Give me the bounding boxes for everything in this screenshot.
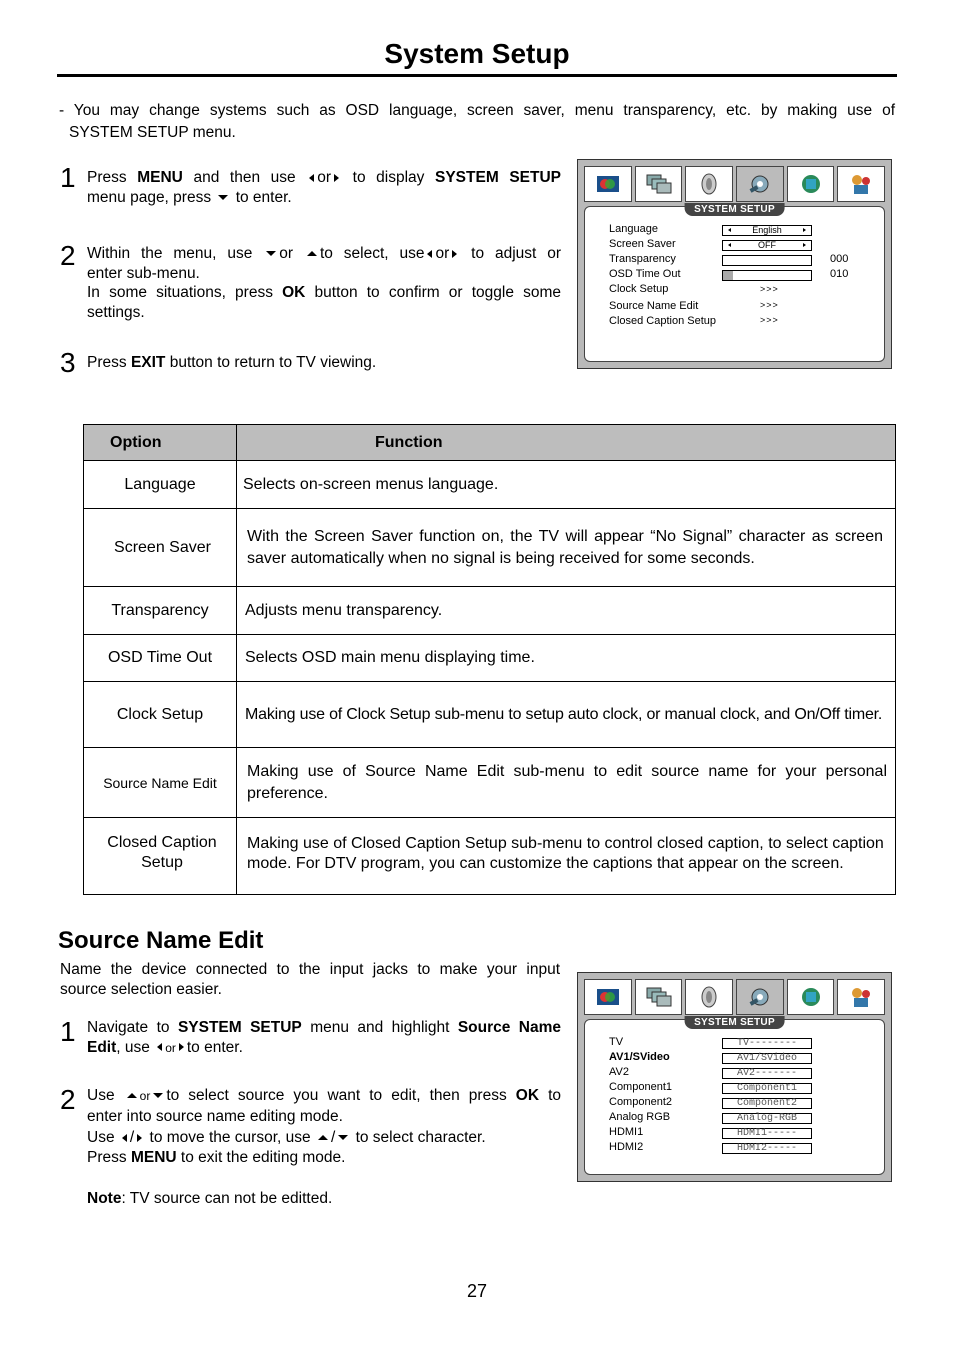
right-arrow-icon: [334, 174, 339, 182]
source-step-1-number: 1: [60, 1016, 76, 1047]
step-text: Press: [87, 354, 127, 371]
step-text: menu and highlight: [310, 1019, 450, 1036]
option-cell: OSD Time Out: [84, 635, 237, 682]
source-name-field[interactable]: Analog-RGB: [722, 1113, 812, 1124]
table-row: [84, 509, 896, 587]
osd-menu-panel: [584, 1019, 885, 1175]
source-label[interactable]: TV: [609, 1036, 624, 1048]
note-text: : TV source can not be editted.: [121, 1190, 333, 1207]
function-cell: Selects on-screen menus language.: [237, 461, 896, 509]
step-text: or: [139, 1089, 151, 1103]
osd-menu-panel: [584, 206, 885, 362]
screen-saver-value: OFF: [758, 240, 776, 250]
system-setup-icon: [736, 166, 784, 202]
system-setup-osd: [577, 159, 892, 369]
step-text: to select character.: [355, 1129, 486, 1146]
down-arrow-icon: [218, 195, 228, 200]
table-row: [84, 682, 896, 748]
table-row: [84, 461, 896, 509]
osd-menu-icons: [584, 166, 885, 202]
right-arrow-icon: [803, 228, 806, 232]
osd-row-label[interactable]: Language: [609, 223, 658, 235]
source-name-field[interactable]: HDMI1-----: [722, 1128, 812, 1139]
source-label[interactable]: Analog RGB: [609, 1111, 671, 1123]
step-text: /: [129, 1129, 135, 1146]
channel-icon: [787, 979, 835, 1015]
function-cell: With the Screen Saver function on, the TV will appear “No Signal” character as screen saver automatically when no signal is being received for some seconds.: [237, 509, 896, 587]
right-arrow-icon: [803, 243, 806, 247]
step-text: button to return to TV viewing.: [169, 354, 377, 371]
right-arrow-icon: [137, 1134, 142, 1142]
function-header: Function: [237, 425, 896, 461]
ok-key: OK: [515, 1087, 540, 1104]
step-text: Press: [87, 169, 127, 186]
options-table: [83, 424, 896, 895]
step-text: to select source you want to edit, then press: [166, 1087, 507, 1104]
picture-icon: [584, 979, 632, 1015]
osd-timeout-slider[interactable]: [722, 270, 812, 281]
step-text: to enter.: [186, 1038, 243, 1056]
osd-row-label[interactable]: Screen Saver: [609, 238, 676, 250]
option-cell: Source Name Edit: [84, 748, 237, 818]
step-text: or: [317, 169, 332, 186]
step-1-number: 1: [60, 162, 76, 193]
source-name-label: Source Name: [457, 1019, 561, 1036]
step-2-text: [87, 244, 561, 322]
source-label[interactable]: Component1: [609, 1081, 672, 1093]
table-row: [84, 587, 896, 635]
submenu-arrows: >>>: [760, 315, 779, 325]
step-text: Use: [87, 1087, 115, 1104]
down-arrow-icon: [338, 1135, 348, 1140]
left-arrow-icon: [122, 1134, 127, 1142]
table-row: [84, 748, 896, 818]
channel-icon: [787, 166, 835, 202]
page-title: System Setup: [384, 38, 570, 69]
submenu-arrows: >>>: [760, 300, 779, 310]
step-text: Press: [87, 1148, 127, 1166]
source-label[interactable]: AV2: [609, 1066, 629, 1078]
sound-icon: [685, 166, 733, 202]
step-text: Within the menu, use: [87, 245, 253, 262]
step-text: In some situations, press: [87, 284, 273, 301]
left-arrow-icon: [728, 243, 731, 247]
source-name-field[interactable]: HDMI2-----: [722, 1143, 812, 1154]
source-name-osd: [577, 972, 892, 1182]
step-text: , use: [116, 1038, 150, 1056]
osd-row-label[interactable]: Closed Caption Setup: [609, 315, 717, 327]
note-label: Note: [87, 1190, 122, 1207]
step-text: to exit the editing mode.: [180, 1148, 346, 1166]
osd-banner: SYSTEM SETUP: [684, 1016, 785, 1029]
lock-icon: [837, 166, 885, 202]
down-arrow-icon: [266, 251, 276, 256]
option-cell: Clock Setup: [84, 682, 237, 748]
step-text: to display: [352, 169, 425, 186]
source-name-field[interactable]: AV2-------: [722, 1068, 812, 1079]
menu-key: MENU: [130, 1148, 177, 1166]
osd-timeout-value: 010: [830, 268, 849, 280]
function-cell: Making use of Closed Caption Setup sub-menu to control closed caption, to select caption mode. For DTV program, you can customize the captions that appear on the screen.: [237, 818, 896, 895]
screen-icon: [635, 979, 683, 1015]
language-value: English: [752, 225, 782, 235]
screen-icon: [635, 166, 683, 202]
language-selector[interactable]: [722, 225, 812, 236]
left-arrow-icon: [309, 174, 314, 182]
source-note: [87, 1189, 332, 1209]
step-text: Use: [87, 1129, 115, 1146]
intro-paragraph: [59, 101, 895, 142]
up-arrow-icon: [307, 251, 317, 256]
sound-icon: [685, 979, 733, 1015]
function-cell: Selects OSD main menu displaying time.: [237, 635, 896, 682]
osd-row-label[interactable]: Source Name Edit: [609, 300, 699, 312]
step-text: to move the cursor, use: [149, 1129, 311, 1146]
transparency-slider[interactable]: [722, 255, 812, 266]
edit-label: Edit: [87, 1038, 117, 1056]
title-rule: [57, 74, 897, 77]
source-step-1-text: [87, 1018, 561, 1058]
picture-icon: [584, 166, 632, 202]
option-cell: Closed Caption Setup: [84, 818, 237, 895]
system-setup-label: SYSTEM SETUP: [177, 1019, 302, 1036]
screen-saver-selector[interactable]: [722, 240, 812, 251]
system-setup-icon: [736, 979, 784, 1015]
ok-key: OK: [282, 284, 306, 301]
source-label[interactable]: Component2: [609, 1096, 672, 1108]
section-heading: Source Name Edit: [58, 927, 264, 954]
step-text: button to confirm or toggle some: [314, 284, 561, 301]
step-3-text: [87, 353, 376, 373]
source-intro: [60, 960, 560, 999]
intro-line-2: SYSTEM SETUP menu.: [69, 123, 236, 141]
source-name-field[interactable]: Component1: [722, 1083, 812, 1094]
source-step-2-text: [87, 1086, 561, 1167]
step-text: to: [548, 1087, 562, 1104]
source-label[interactable]: AV1/SVideo: [609, 1051, 670, 1063]
down-arrow-icon: [153, 1093, 163, 1098]
osd-row-label[interactable]: OSD Time Out: [609, 268, 681, 280]
table-row: [84, 635, 896, 682]
function-cell: Making use of Source Name Edit sub-menu to edit source name for your personal preference.: [237, 748, 896, 818]
step-text: and then use: [193, 169, 296, 186]
step-text: to select, use: [319, 245, 425, 262]
source-intro-line-2: source selection easier.: [60, 980, 222, 998]
osd-row-label[interactable]: Transparency: [609, 253, 676, 265]
step-text: enter sub-menu.: [87, 264, 200, 282]
step-2-number: 2: [60, 240, 76, 271]
up-arrow-icon: [318, 1135, 328, 1140]
table-header-row: [84, 425, 896, 461]
lock-icon: [837, 979, 885, 1015]
step-text: settings.: [87, 303, 145, 321]
slider-fill: [723, 271, 733, 280]
step-text: to enter.: [235, 188, 292, 206]
left-arrow-icon: [728, 228, 731, 232]
step-text: Navigate to: [87, 1019, 170, 1036]
intro-line-1: - You may change systems such as OSD language, screen saver, menu transparency, etc. by making use of: [59, 102, 895, 119]
osd-menu-icons: [584, 979, 885, 1015]
right-arrow-icon: [452, 250, 457, 258]
source-intro-line-1: Name the device connected to the input jacks to make your input: [60, 961, 560, 978]
option-cell: Transparency: [84, 587, 237, 635]
step-text: or: [165, 1040, 176, 1055]
source-name-field[interactable]: Component2: [722, 1098, 812, 1109]
source-name-field[interactable]: TV--------: [722, 1038, 812, 1049]
table-row: [84, 818, 896, 895]
source-label[interactable]: HDMI1: [609, 1126, 644, 1138]
step-text: or: [435, 245, 450, 262]
step-3-number: 3: [60, 347, 76, 378]
option-header: Option: [84, 425, 237, 461]
page-number: 27: [466, 1281, 488, 1301]
step-text: to adjust or: [471, 245, 562, 262]
step-1-text: [87, 168, 561, 207]
osd-row-label[interactable]: Clock Setup: [609, 283, 669, 295]
step-text: enter into source name editing mode.: [87, 1107, 343, 1125]
step-text: /: [330, 1129, 336, 1146]
up-arrow-icon: [127, 1093, 137, 1098]
option-cell: Language: [84, 461, 237, 509]
source-name-field[interactable]: AV1/SVideo: [722, 1053, 812, 1064]
system-setup-label: SYSTEM SETUP: [435, 169, 561, 186]
left-arrow-icon: [157, 1043, 162, 1051]
exit-key: EXIT: [130, 354, 166, 371]
option-cell: Screen Saver: [84, 509, 237, 587]
source-label[interactable]: HDMI2: [609, 1141, 644, 1153]
submenu-arrows: >>>: [760, 284, 779, 294]
right-arrow-icon: [179, 1043, 184, 1051]
transparency-value: 000: [830, 253, 849, 265]
menu-key: MENU: [137, 169, 183, 186]
step-text: menu page, press: [87, 188, 212, 206]
function-cell: Making use of Clock Setup sub-menu to setup auto clock, or manual clock, and On/Off timer.: [237, 682, 896, 748]
osd-banner: SYSTEM SETUP: [684, 203, 785, 216]
left-arrow-icon: [427, 250, 432, 258]
step-text: or: [279, 245, 294, 262]
function-cell: Adjusts menu transparency.: [237, 587, 896, 635]
source-step-2-number: 2: [60, 1084, 76, 1115]
